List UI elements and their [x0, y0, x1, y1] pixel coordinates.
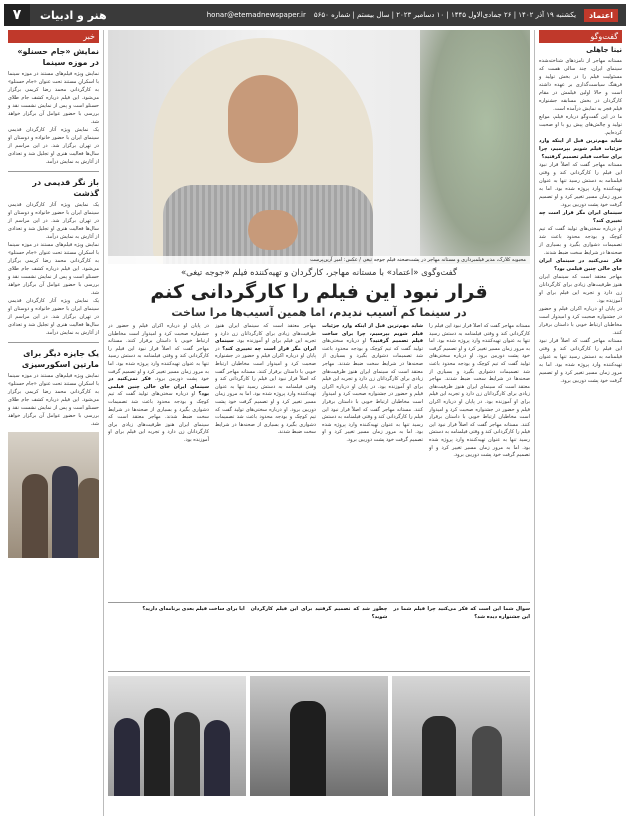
caption-text: نمایش ویژه فیلم‌های مستند در موزه سینما با اسکرانِ مستند تحت عنوان «جام حسنلو» به کارگردانی محمد رضا کریمی برگزار می‌شود. این فیلم درباره کشف جام طلای حسنلو است و پس از نمایش نشست نقد و بررسی با حضور عوامل آن برگزار خواهد شد.	[8, 373, 99, 427]
article-column	[322, 323, 423, 598]
masthead	[4, 4, 626, 26]
column-text: مستانه مهاجر گفت که اصلاً قرار نبود این فیلم را کارگردانی کند و وقتی فیلمنامه به دستش رسید تنها به عنوان تهیه‌کننده وارد پروژه شده بود. اما به مرور زمان مسیر تغییر کرد و او تصمیم گرفت خود پشت دوربین برود.	[322, 406, 423, 443]
article-column	[429, 323, 530, 598]
column-text: مهاجر معتقد است که سینمای ایران هنوز ظرفیت‌های زیادی برای کارگردانان زن دارد و تجربه این فیلم برای او آموزنده بود.	[108, 414, 209, 443]
news-text: نمایش ویژه فیلم‌های مستند در موزه سینما با اسکرانِ مستند تحت عنوان «جام حسنلو» به کارگردانی محمد رضا کریمی برگزار می‌شود. این فیلم درباره کشف جام طلای حسنلو است و پس از نمایش نشست نقد و بررسی با حضور عوامل آن برگزار خواهد شد.	[8, 71, 99, 125]
column-question: سینمای ایران مگر قرار است چه تغییری کند؟	[215, 338, 316, 352]
right-column	[534, 30, 626, 816]
column-question: فکر نمی‌کنید در سینمای ایران جای خالی چنین فیلمی بود؟	[108, 376, 209, 398]
interview-question: شاید مهم‌ترین قبل از اینکه وارد جزئیات فیلم شویم بپرسیم، چرا برای ساخت فیلم تصمیم گرفتید؟	[539, 138, 622, 160]
column-text: مستانه مهاجر گفت که اصلاً قرار نبود این فیلم را کارگردانی کند و وقتی فیلمنامه به دستش رسید تنها به عنوان تهیه‌کننده وارد پروژه شده بود. اما به مرور زمان مسیر تغییر کرد و او تصمیم گرفت خود پشت دوربین برود.	[429, 323, 530, 360]
interview-answer: او درباره سختی‌های تولید گفت که تیم کوچک و بودجه محدود باعث شد تصمیمات دشواری بگیرد و بسیاری از صحنه‌ها در شرایط سخت ضبط شدند.	[539, 226, 622, 256]
left-column	[4, 30, 104, 816]
award-photo	[8, 432, 99, 558]
column-text: او درباره سختی‌های تولید گفت که تیم کوچک و بودجه محدود باعث شد تصمیمات دشواری بگیرد و بسیاری از صحنه‌ها در شرایط سخت ضبط شدند.	[215, 406, 316, 436]
intro-paragraph: ما در این گفت‌وگو درباره فیلم، موانع تولید و چالش‌های پیش رو با او صحبت کرده‌ایم.	[539, 114, 622, 136]
history-text: نمایش ویژه فیلم‌های مستند در موزه سینما با اسکرانِ مستند تحت عنوان «جام حسنلو» به کارگردانی محمد رضا کریمی برگزار می‌شود. این فیلم درباره کشف جام طلای حسنلو است و پس از نمایش نشست نقد و بررسی با حضور عوامل آن برگزار خواهد شد.	[8, 242, 99, 296]
column-text: او درباره سختی‌های تولید گفت که تیم کوچک و بودجه محدود باعث شد تصمیمات دشواری بگیرد و بسیاری از صحنه‌ها در شرایط سخت ضبط شدند.	[429, 353, 530, 383]
divider	[8, 171, 99, 172]
interview-answer: مهاجر معتقد است که سینمای ایران هنوز ظرفیت‌های زیادی برای کارگردانان زن دارد و تجربه این فیلم برای او آموزنده بود.	[539, 274, 622, 304]
interview-answer: مستانه مهاجر گفت که اصلاً قرار نبود این فیلم را کارگردانی کند و وقتی فیلمنامه به دستش رسید تنها به عنوان تهیه‌کننده وارد پروژه شده بود. اما به مرور زمان مسیر تغییر کرد و او تصمیم گرفت خود پشت دوربین برود.	[539, 338, 622, 384]
article-body	[108, 323, 530, 598]
column-text: مستانه مهاجر گفت که اصلاً قرار نبود این فیلم را کارگردانی کند و وقتی فیلمنامه به دستش رسید تنها به عنوان تهیه‌کننده وارد پروژه شده بود. اما به مرور زمان مسیر تغییر کرد و او تصمیم گرفت خود پشت دوربین برود.	[108, 338, 209, 383]
article-column	[108, 323, 209, 598]
hero-photo	[108, 30, 530, 264]
cast-photo	[108, 676, 246, 796]
column-text: در پایان او درباره اکران فیلم و حضور در جشنواره صحبت کرد و امیدوار است مخاطبان ارتباط خوبی با داستان برقرار کنند.	[429, 398, 530, 428]
column-text: مستانه مهاجر گفت که اصلاً قرار نبود این فیلم را کارگردانی کند و وقتی فیلمنامه به دستش رسید تنها به عنوان تهیه‌کننده وارد پروژه شده بود. اما به مرور زمان مسیر تغییر کرد و او تصمیم گرفت خود پشت دوربین برود.	[215, 368, 316, 413]
interview-question: سینمای ایران مگر قرار است چه تغییری کند؟	[539, 210, 622, 224]
news-text: یک نمایش ویژه آثار کارگردان قدیمی سینمای ایران با حضور خانواده و دوستان او در تهران برگزار شد. در این مراسم از سال‌ها فعالیت هنری او تجلیل شد و تعدادی از آثارش به نمایش درآمد.	[8, 127, 99, 165]
column-text: در پایان او درباره اکران فیلم و حضور در جشنواره صحبت کرد و امیدوار است مخاطبان ارتباط خوبی با داستان برقرار کنند.	[322, 383, 423, 413]
box-column: چطور شد که تصمیم گرفتید برای این فیلم کارگردان شوید؟	[250, 606, 388, 620]
section-email[interactable]: honar@etemadnewspaper.ir	[206, 11, 306, 19]
dateline: یکشنبه ۱۹ آذر ۱۴۰۲ | ۲۶ جمادی‌الاول ۱۴۴۵ | ۱۰ دسامبر ۲۰۲۳ | سال بیستم | شماره ۵۶۵۰	[313, 11, 577, 19]
article-column	[215, 323, 316, 598]
column-text: او درباره سختی‌های تولید گفت که تیم کوچک و بودجه محدود باعث شد تصمیمات دشواری بگیرد و بسیاری از صحنه‌ها در شرایط سخت ضبط شدند.	[108, 391, 209, 421]
column-text: مهاجر معتقد است که سینمای ایران هنوز ظرفیت‌های زیادی برای کارگردانان زن دارد و تجربه این فیلم برای او آموزنده بود.	[322, 360, 423, 390]
article-subhead: در سینما کم آسیب ندیدم، اما همین آسیب‌ها مرا ساخت	[171, 306, 467, 319]
image-caption-title: یک جایزه دیگر برای مارتین اسکورسیزی	[21, 349, 99, 369]
column-question: شاید مهم‌ترین قبل از اینکه وارد جزئیات فیلم شویم بپرسیم، چرا برای ساخت فیلم تصمیم گرفتید؟	[322, 323, 423, 345]
left-section-label: خبر	[8, 30, 99, 43]
qa-box	[108, 602, 530, 672]
author-name: نینا جاهلی	[586, 46, 622, 54]
masthead-info	[207, 9, 626, 22]
column-text: در پایان او درباره اکران فیلم و حضور در جشنواره صحبت کرد و امیدوار است مخاطبان ارتباط خوبی با داستان برقرار کنند.	[215, 345, 316, 375]
column-text: مستانه مهاجر گفت که اصلاً قرار نبود این فیلم را کارگردانی کند و وقتی فیلمنامه به دستش رسید تنها به عنوان تهیه‌کننده وارد پروژه شده بود. اما به مرور زمان مسیر تغییر کرد و او تصمیم گرفت خود پشت دوربین برود.	[429, 421, 530, 459]
column-text: مهاجر معتقد است که سینمای ایران هنوز ظرفیت‌های زیادی برای کارگردانان زن دارد و تجربه این فیلم برای او آموزنده بود.	[215, 323, 316, 345]
interview-answer: مستانه مهاجر گفت که اصلاً قرار نبود این فیلم را کارگردانی کند و وقتی فیلمنامه به دستش رسید تنها به عنوان تهیه‌کننده وارد پروژه شده بود. اما به مرور زمان مسیر تغییر کرد و او تصمیم گرفت خود پشت دوربین برود.	[539, 162, 622, 208]
column-text: مهاجر معتقد است که سینمای ایران هنوز ظرفیت‌های زیادی برای کارگردانان زن دارد و تجربه این فیلم برای او آموزنده بود.	[429, 376, 530, 405]
article-headline: قرار نبود این فیلم را کارگردانی کنم	[150, 281, 488, 303]
history-text: یک نمایش ویژه آثار کارگردان قدیمی سینمای ایران با حضور خانواده و دوستان او در تهران برگزار شد. در این مراسم از سال‌ها فعالیت هنری او تجلیل شد و تعدادی از آثارش به نمایش درآمد.	[8, 298, 99, 336]
divider	[8, 342, 99, 343]
right-section-label: گفت‌وگو	[539, 30, 622, 43]
box-column: سوال شما این است که فکر می‌کنید چرا فیلم شما در این جشنواره دیده شد؟	[393, 606, 530, 620]
newspaper-logo: اعتماد	[584, 9, 618, 22]
news-title: نمایش «جام حسنلو» در موزه سینما	[17, 47, 99, 67]
photo-caption: محبوبه کلارک، مدیر فیلمبرداری و مستانه مهاجر در پشت‌صحنه فیلم جوجه تیغی / عکس: امیر آرین‌پرست	[108, 256, 530, 264]
main-article	[108, 30, 530, 816]
history-text: یک نمایش ویژه آثار کارگردان قدیمی سینمای ایران با حضور خانواده و دوستان او در تهران برگزار شد. در این مراسم از سال‌ها فعالیت هنری او تجلیل شد و تعدادی از آثارش به نمایش درآمد.	[8, 202, 99, 240]
column-text: در پایان او درباره اکران فیلم و حضور در جشنواره صحبت کرد و امیدوار است مخاطبان ارتباط خوبی با داستان برقرار کنند.	[108, 323, 209, 345]
page-number: ۷	[4, 4, 30, 26]
intro-paragraph: مستانه مهاجر از نامزدهای شناخته‌شده سینمای ایران، چند سالی هست که مسئولیت فیلم را در بخش تولید و فرهنگ سیاست‌گذاری بر عهده داشته است و حالا اولین فیلمش در مقام کارگردان در بخش مسابقه جشنواره فیلم فجر به نمایش درآمده است.	[539, 58, 622, 112]
article-kicker: گفت‌وگوی «اعتماد» با مستانه مهاجر، کارگردان و تهیه‌کننده فیلم «جوجه تیغی»	[180, 268, 458, 278]
scene-photo	[392, 676, 530, 796]
column-text: او درباره سختی‌های تولید گفت که تیم کوچک و بودجه محدود باعث شد تصمیمات دشواری بگیرد و بسیاری از صحنه‌ها در شرایط سخت ضبط شدند.	[322, 338, 423, 367]
history-title: باز نگر قدیمی در گذشت	[32, 178, 99, 198]
interview-question: فکر نمی‌کنید در سینمای ایران جای خالی چنین فیلمی بود؟	[539, 258, 622, 272]
photo-strip	[108, 676, 530, 796]
scene-photo	[250, 676, 388, 796]
section-title: هنر و ادبیات	[40, 8, 107, 22]
interview-answer: در پایان او درباره اکران فیلم و حضور در جشنواره صحبت کرد و امیدوار است مخاطبان ارتباط خوبی با داستان برقرار کنند.	[539, 306, 622, 336]
box-column: آیا برای ساخت فیلم بعدی برنامه‌ای دارید؟	[142, 606, 245, 612]
